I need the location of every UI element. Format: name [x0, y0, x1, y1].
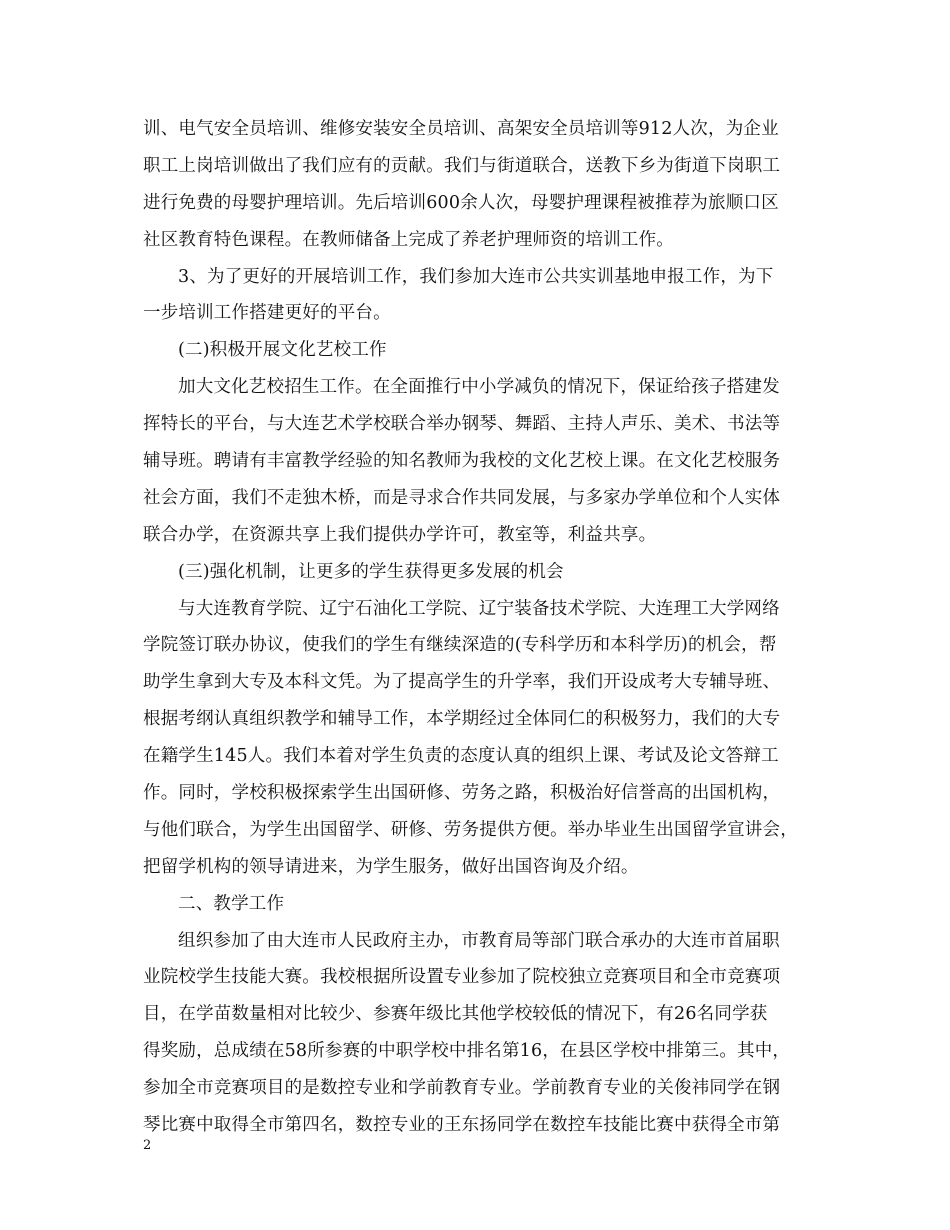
text-line: 训、电气安全员培训、维修安装安全员培训、高架安全员培训等912人次，为企业 [143, 119, 779, 139]
text-line: 进行免费的母婴护理培训。先后培训600余人次，母婴护理课程被推荐为旅顺口区 [143, 192, 779, 213]
text-line: 目，在学苗数量相对比较少、参赛年级比其他学校较低的情况下，有26名同学获 [143, 1004, 768, 1025]
text-line: 作。同时，学校积极探索学生出国研修、劳务之路，积极治好信誉高的出国机构， [143, 783, 781, 804]
text-line: 业院校学生技能大赛。我校根据所设置专业参加了院校独立竞赛项目和全市竞赛项 [143, 967, 781, 988]
text-line: 一步培训工作搭建更好的平台。 [143, 303, 391, 324]
text-line: 二、教学工作 [178, 893, 285, 914]
text-line: 职工上岗培训做出了我们应有的贡献。我们与街道联合，送教下乡为街道下岗职工 [143, 155, 781, 176]
text-line: 辅导班。聘请有丰富教学经验的知名教师为我校的文化艺校上课。在文化艺校服务 [143, 451, 781, 472]
text-line: 加大文化艺校招生工作。在全面推行中小学减负的情况下，保证给孩子搭建发 [178, 377, 780, 398]
text-line: 在籍学生145人。我们本着对学生负责的态度认真的组织上课、考试及论文答辩工 [143, 746, 779, 767]
text-line: 得奖励，总成绩在58所参赛的中职学校中排名第16，在县区学校中排第三。其中， [143, 1041, 791, 1062]
text-line: 根据考纲认真组织教学和辅导工作，本学期经过全体同仁的积极努力，我们的大专 [143, 709, 781, 730]
text-line: 社会方面，我们不走独木桥，而是寻求合作共同发展，与多家办学单位和个人实体 [143, 487, 781, 508]
text-line: 社区教育特色课程。在教师储备上完成了养老护理师资的培训工作。 [143, 229, 674, 250]
text-line: 挥特长的平台，与大连艺术学校联合举办钢琴、舞蹈、主持人声乐、美术、书法等 [143, 414, 781, 435]
text-line: 琴比赛中取得全市第四名，数控专业的王东扬同学在数控车技能比赛中获得全市第 [143, 1115, 781, 1136]
text-line: (二)积极开展文化艺校工作 [178, 340, 387, 361]
text-line: 3、为了更好的开展培训工作，我们参加大连市公共实训基地申报工作，为下 [178, 266, 774, 287]
text-line: 与他们联合，为学生出国留学、研修、劳务提供方便。举办毕业生出国留学宣讲会， [143, 819, 798, 840]
text-line: 学院签订联办协议，使我们的学生有继续深造的(专科学历和本科学历)的机会，帮 [143, 635, 777, 656]
page-number: 2 [143, 1138, 152, 1153]
text-line: 组织参加了由大连市人民政府主办，市教育局等部门联合承办的大连市首届职 [178, 930, 780, 951]
text-line: 联合办学，在资源共享上我们提供办学许可，教室等，利益共享。 [143, 524, 657, 545]
text-line: 助学生拿到大专及本科文凭。为了提高学生的升学率，我们开设成考大专辅导班、 [143, 672, 781, 693]
text-line: 参加全市竞赛项目的是数控专业和学前教育专业。学前教育专业的关俊祎同学在钢 [143, 1078, 781, 1099]
text-line: 与大连教育学院、辽宁石油化工学院、辽宁装备技术学院、大连理工大学网络 [178, 598, 780, 619]
text-line: 把留学机构的领导请进来，为学生服务，做好出国咨询及介绍。 [143, 856, 639, 877]
document-body [143, 111, 813, 1144]
text-line: (三)强化机制，让更多的学生获得更多发展的机会 [178, 561, 564, 582]
